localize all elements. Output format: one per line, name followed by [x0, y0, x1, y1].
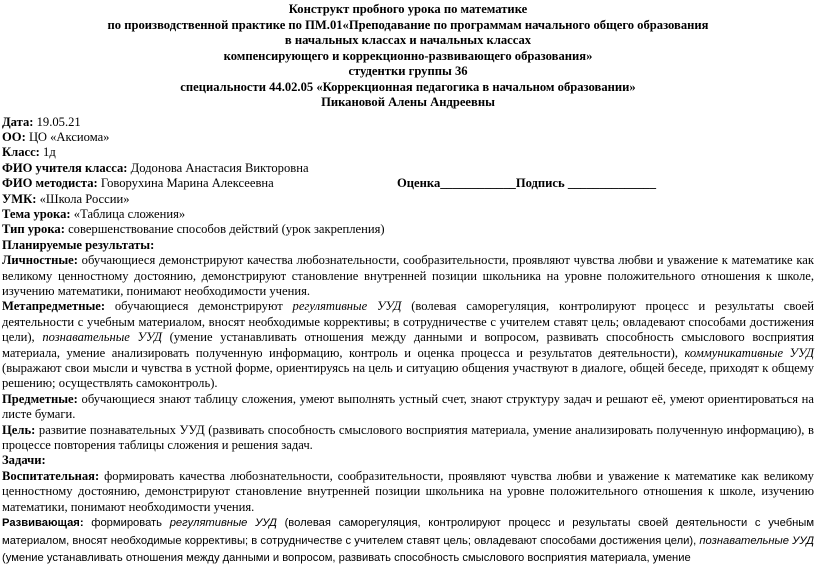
methodist-row — [2, 176, 814, 191]
umk-field — [2, 192, 814, 207]
meta-results: Метапредметные: обучающиеся демонстрируют регулятивные УУД (волевая саморегуляция, контролируют процесс и результаты своей деятельности с учебным материалом, вносят необходимые коррективы; в сотрудничестве с учителем ставят цель; овладевают способами достижения цели), познавательные УУД (умение устанавливать отношения между данными и вопросом, развивать способность смыслового восприятия материала, умение анализировать полученную информацию, контроль и оценка процесса и результатов деятельности), коммуникативные УУД (выражают свои мысли и чувства в устной форме, ориентируясь на цель и ситуацию общения участвуют в диалоге, общей беседе, приходят к общему решению; осуществлять самоконтроль). — [2, 299, 815, 391]
header-education: компенсирующего и коррекционно-развивающего образования» — [223, 48, 593, 63]
dev-regulative-uud: регулятивные УУД — [169, 517, 277, 530]
teacher-label: ФИО учителя класса: — [2, 160, 128, 175]
tasks-heading: Задачи: — [2, 453, 46, 468]
goal-text: развитие познавательных УУД (развивать способность смыслового восприятия материала, умение анализировать полученную информацию), в процессе повторения таблицы сложения и решения задач. — [2, 422, 814, 453]
date-label: Дата: — [2, 114, 34, 129]
developing-task: Развивающая: формировать регулятивные УУД (волевая саморегуляция, контролируют процесс и результаты своей деятельности с учебным материалом, вносят необходимые коррективы; в сотрудничестве с учителем ставят цель; овладевают способами достижения цели), познавательные УУД (умение устанавливать отношения между данными и вопросом, развивать способность смыслового восприятия материала, умение — [2, 517, 815, 565]
personal-results — [2, 253, 814, 299]
subject-label: Предметные: — [2, 391, 78, 406]
methodist-field — [2, 176, 397, 191]
topic-field — [2, 207, 814, 222]
class-field — [2, 145, 814, 160]
org-field — [2, 130, 814, 145]
date-field — [2, 115, 814, 130]
document-body — [0, 111, 816, 568]
teacher-field — [2, 161, 814, 176]
header-classes: в начальных классах и начальных классах — [284, 33, 532, 47]
subject-text: обучающиеся знают таблицу сложения, умеют выполнять устный счет, знают структуру задач и решают её, умеют ориентироваться на листе бумаги. — [2, 391, 814, 422]
educational-label: Воспитательная: — [2, 468, 100, 483]
personal-text: обучающиеся демонстрируют качества любознательности, сообразительности, проявляют чувства любви и уважение к математике как великому ценностному достоянию, демонстрируют становление внутренней позиции школьника на уровне положительного отношения к школе, изучению математики, понимают необходимости учения. — [2, 253, 814, 298]
umk-label: УМК: — [2, 191, 37, 206]
subject-results — [2, 392, 814, 423]
personal-label: Личностные: — [2, 253, 78, 268]
meta-label: Метапредметные: — [2, 299, 106, 314]
header-group: студентки группы 36 — [348, 64, 468, 78]
document-header — [0, 0, 816, 111]
developing-label: Развивающая: — [2, 517, 84, 530]
type-field — [2, 222, 814, 237]
org-value: ЦО «Аксиома» — [28, 129, 110, 144]
methodist-label: ФИО методиста: — [2, 176, 98, 191]
type-value: совершенствование способов действий (урок закрепления) — [68, 222, 385, 237]
communicative-uud: коммуникативные УУД — [684, 345, 814, 360]
goal-label: Цель: — [2, 422, 36, 437]
grade-signature-line: Оценка____________Подпись ______________ — [397, 176, 656, 191]
topic-value: «Таблица сложения» — [73, 206, 186, 221]
educational-task — [2, 469, 814, 515]
teacher-value: Додонова Анастасия Викторовна — [130, 160, 309, 175]
class-value: 1д — [43, 145, 56, 160]
umk-value: «Школа России» — [39, 191, 130, 206]
dev-cognitive-uud: познавательные УУД — [699, 534, 814, 547]
methodist-value: Говорухина Марина Алексеевна — [100, 176, 274, 191]
header-student: Пикановой Алены Андреевны — [321, 95, 495, 109]
org-label: ОО: — [2, 129, 26, 144]
header-specialty: специальности 44.02.05 «Коррекционная педагогика в начальном образовании» — [180, 79, 636, 94]
topic-label: Тема урока: — [2, 206, 71, 221]
cognitive-uud: познавательные УУД — [42, 330, 162, 345]
class-label: Класс: — [2, 145, 40, 160]
header-title: Конструкт пробного урока по математике — [288, 2, 528, 16]
date-value: 19.05.21 — [36, 114, 81, 129]
regulative-uud: регулятивные УУД — [292, 299, 402, 314]
results-heading: Планируемые результаты: — [2, 237, 155, 252]
lesson-goal — [2, 423, 814, 454]
type-label: Тип урока: — [2, 222, 65, 237]
educational-text: формировать качества любознательности, сообразительности, проявляют чувства любви и уважение к математике как великому ценностному достоянию, демонстрируют становление внутренней позиции школьника на уровне положительного отношения к школе, изучению математики, понимают необходимости учения. — [2, 468, 814, 514]
header-practice: по производственной практике по ПМ.01«Преподавание по программам начального общего образования — [107, 17, 709, 32]
